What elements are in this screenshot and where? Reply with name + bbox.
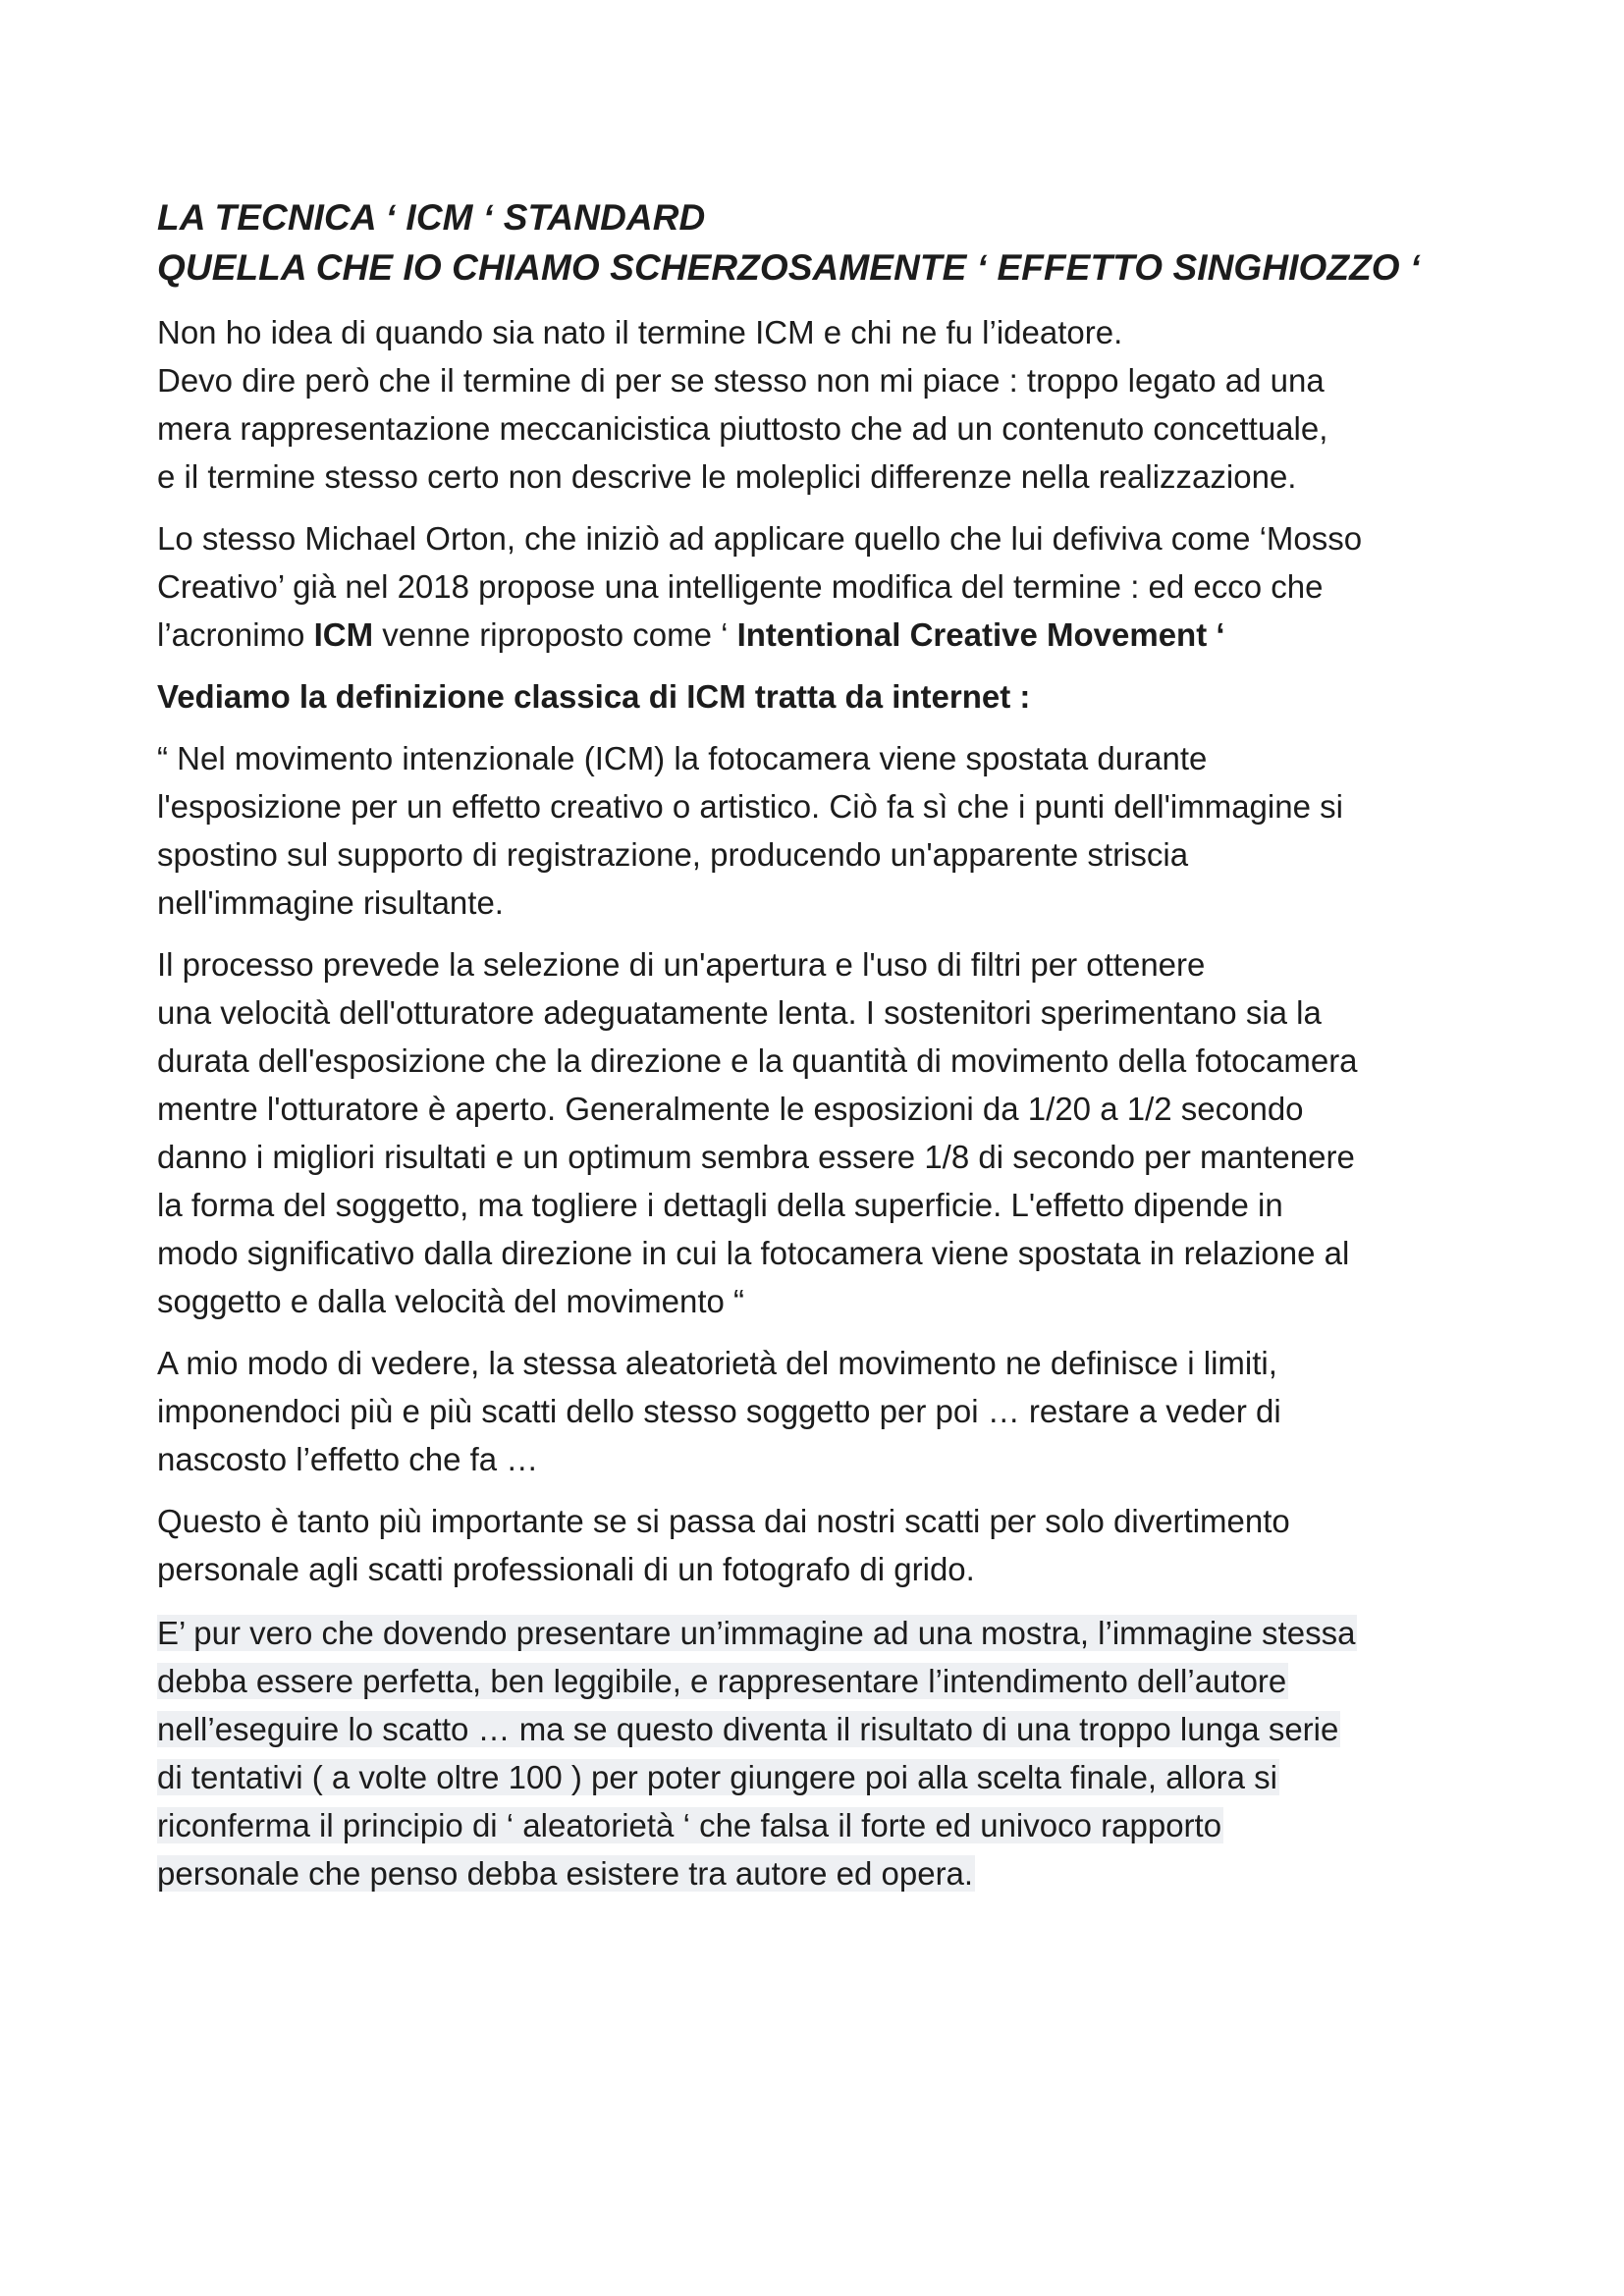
paragraph-line: Questo è tanto più importante se si passa dai nostri scatti per solo divertimento [157, 1503, 1290, 1539]
title-line-2: QUELLA CHE IO CHIAMO SCHERZOSAMENTE ‘ EFFETTO SINGHIOZZO ‘ [157, 247, 1421, 288]
paragraph-line: Creativo’ già nel 2018 propose una intelligente modifica del termine : ed ecco che [157, 568, 1324, 605]
title-line-1: LA TECNICA ‘ ICM ‘ STANDARD [157, 197, 706, 238]
paragraph-quote-start [157, 734, 1512, 927]
paragraph-line: Lo stesso Michael Orton, che iniziò ad applicare quello che lui defiviva come ‘Mosso [157, 520, 1363, 557]
text-run: l’acronimo [157, 616, 314, 653]
document-page [157, 192, 1512, 1897]
section-heading-definition [157, 672, 1512, 721]
highlight-run: debba essere perfetta, ben leggibile, e rappresentare l’intendimento dell’autore [157, 1663, 1287, 1699]
paragraph-line: modo significativo dalla direzione in cui la fotocamera viene spostata in relazione al [157, 1235, 1350, 1271]
highlight-run: nell’eseguire lo scatto … ma se questo diventa il risultato di una troppo lunga serie [157, 1711, 1339, 1747]
paragraph-line: nascosto l’effetto che fa … [157, 1441, 539, 1477]
paragraph-line: l'esposizione per un effetto creativo o artistico. Ciò fa sì che i punti dell'immagine si [157, 788, 1343, 825]
acronym-icm: ICM [313, 616, 374, 653]
paragraph-line: Vediamo la definizione classica di ICM tratta da internet : [157, 678, 1031, 715]
highlighted-line [157, 1609, 1512, 1657]
highlight-run: E’ pur vero che dovendo presentare un’immagine ad una mostra, l’immagine stessa [157, 1615, 1356, 1651]
paragraph-line: la forma del soggetto, ma togliere i dettagli della superficie. L'effetto dipende in [157, 1187, 1283, 1223]
paragraph-line: e il termine stesso certo non descrive le moleplici differenze nella realizzazione. [157, 458, 1297, 495]
highlighted-line [157, 1705, 1512, 1753]
paragraph-line: soggetto e dalla velocità del movimento “ [157, 1283, 744, 1319]
paragraph-line: Devo dire però che il termine di per se stesso non mi piace : troppo legato ad una [157, 362, 1325, 399]
acronym-expansion: Intentional Creative Movement ‘ [736, 616, 1225, 653]
paragraph-intro [157, 308, 1512, 501]
document-title [157, 192, 1512, 293]
paragraph-opinion [157, 1339, 1512, 1483]
highlighted-line [157, 1801, 1512, 1849]
highlighted-line [157, 1657, 1512, 1705]
paragraph-line: spostino sul supporto di registrazione, producendo un'apparente striscia [157, 836, 1189, 873]
paragraph-line: Non ho idea di quando sia nato il termine ICM e chi ne fu l’ideatore. [157, 314, 1123, 350]
paragraph-importance [157, 1497, 1512, 1593]
paragraph-orton [157, 514, 1512, 659]
highlight-run: personale che penso debba esistere tra autore ed opera. [157, 1855, 974, 1892]
highlight-run: riconferma il principio di ‘ aleatorietà ‘ che falsa il forte ed univoco rapporto [157, 1807, 1222, 1843]
text-run: venne riproposto come ‘ [373, 616, 737, 653]
paragraph-line: mentre l'otturatore è aperto. Generalmente le esposizioni da 1/20 a 1/2 secondo [157, 1091, 1304, 1127]
paragraph-line: personale agli scatti professionali di un fotografo di grido. [157, 1551, 975, 1587]
paragraph-line: Il processo prevede la selezione di un'apertura e l'uso di filtri per ottenere [157, 946, 1206, 983]
paragraph-line: “ Nel movimento intenzionale (ICM) la fotocamera viene spostata durante [157, 740, 1208, 776]
highlighted-line [157, 1753, 1512, 1801]
paragraph-process [157, 940, 1512, 1325]
highlighted-line [157, 1849, 1512, 1897]
paragraph-highlighted-conclusion [157, 1609, 1512, 1897]
paragraph-line: A mio modo di vedere, la stessa aleatorietà del movimento ne definisce i limiti, [157, 1345, 1277, 1381]
paragraph-line [157, 611, 1512, 659]
paragraph-line: durata dell'esposizione che la direzione e la quantità di movimento della fotocamera [157, 1042, 1358, 1079]
paragraph-line: danno i migliori risultati e un optimum sembra essere 1/8 di secondo per mantenere [157, 1139, 1355, 1175]
paragraph-line: mera rappresentazione meccanicistica piuttosto che ad un contenuto concettuale, [157, 410, 1328, 447]
paragraph-line: imponendoci più e più scatti dello stesso soggetto per poi … restare a veder di [157, 1393, 1281, 1429]
paragraph-line: una velocità dell'otturatore adeguatamente lenta. I sostenitori sperimentano sia la [157, 994, 1322, 1031]
paragraph-line: nell'immagine risultante. [157, 884, 504, 921]
highlight-run: di tentativi ( a volte oltre 100 ) per poter giungere poi alla scelta finale, allora si [157, 1759, 1277, 1795]
